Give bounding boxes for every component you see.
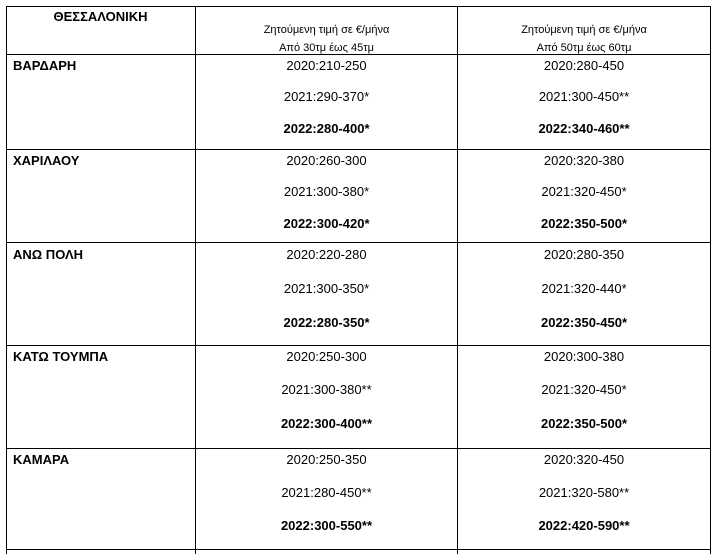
price-cell: 2020:320-450 (543, 452, 625, 467)
price-cell: 2020:250-300 (286, 349, 367, 364)
row-divider (6, 345, 711, 346)
header-col-1-line-2: Από 30τμ έως 45τμ (279, 42, 374, 54)
price-cell: 2020:260-300 (286, 153, 367, 168)
price-cell: 2021:320-450* (541, 184, 627, 199)
price-cell: 2022:300-420* (283, 216, 370, 231)
price-cell: 2021:290-370* (283, 89, 370, 104)
price-cell: 2020:210-250 (286, 58, 367, 73)
price-cell: 2022:280-350* (283, 315, 370, 330)
price-cell: 2022:280-400* (283, 121, 370, 136)
price-cell: 2021:320-580** (538, 485, 630, 500)
header-col-1-line-1: Ζητούμενη τιμή σε €/μήνα (263, 24, 390, 36)
price-cell: 2022:350-500* (540, 216, 628, 231)
area-name: ΒΑΡΔΑΡΗ (13, 58, 77, 73)
price-cell: 2022:350-500* (540, 416, 628, 431)
price-cell: 2020:300-380 (543, 349, 625, 364)
area-name: ΚΑΤΩ ΤΟΥΜΠΑ (13, 349, 109, 364)
header-col-2-line-1: Ζητούμενη τιμή σε €/μήνα (521, 24, 647, 36)
row-divider (6, 448, 711, 449)
price-cell: 2021:280-450** (281, 485, 372, 500)
area-name: ΑΝΩ ΠΟΛΗ (13, 247, 84, 262)
price-cell: 2022:300-550** (280, 518, 373, 533)
price-cell: 2022:340-460** (538, 121, 630, 136)
price-cell: 2020:250-350 (286, 452, 367, 467)
price-cell: 2020:280-450 (543, 58, 625, 73)
price-cell: 2021:320-440* (541, 281, 627, 296)
row-divider (6, 549, 711, 550)
price-cell: 2020:280-350 (543, 247, 625, 262)
price-cell: 2022:350-450* (540, 315, 628, 330)
price-cell: 2021:300-380* (283, 184, 370, 199)
price-cell: 2020:320-380 (543, 153, 625, 168)
price-cell: 2021:320-450* (541, 382, 627, 397)
header-col-2 (458, 21, 710, 57)
header-col-1 (196, 21, 457, 57)
table-border-right (710, 6, 711, 554)
row-divider (6, 242, 711, 243)
row-divider (6, 149, 711, 150)
price-cell: 2022:300-400** (280, 416, 373, 431)
price-cell: 2020:220-280 (286, 247, 367, 262)
table-border-left (6, 6, 7, 554)
table-border-top (6, 6, 711, 7)
price-cell: 2021:300-380** (281, 382, 372, 397)
price-cell: 2021:300-450** (538, 89, 630, 104)
area-name: ΧΑΡΙΛΑΟΥ (13, 153, 80, 168)
header-col-2-line-2: Από 50τμ έως 60τμ (536, 42, 632, 54)
price-cell: 2021:300-350* (283, 281, 370, 296)
header-city: ΘΕΣΣΑΛΟΝΙΚΗ (53, 9, 148, 24)
area-name: ΚΑΜΑΡΑ (13, 452, 70, 467)
price-cell: 2022:420-590** (538, 518, 630, 533)
